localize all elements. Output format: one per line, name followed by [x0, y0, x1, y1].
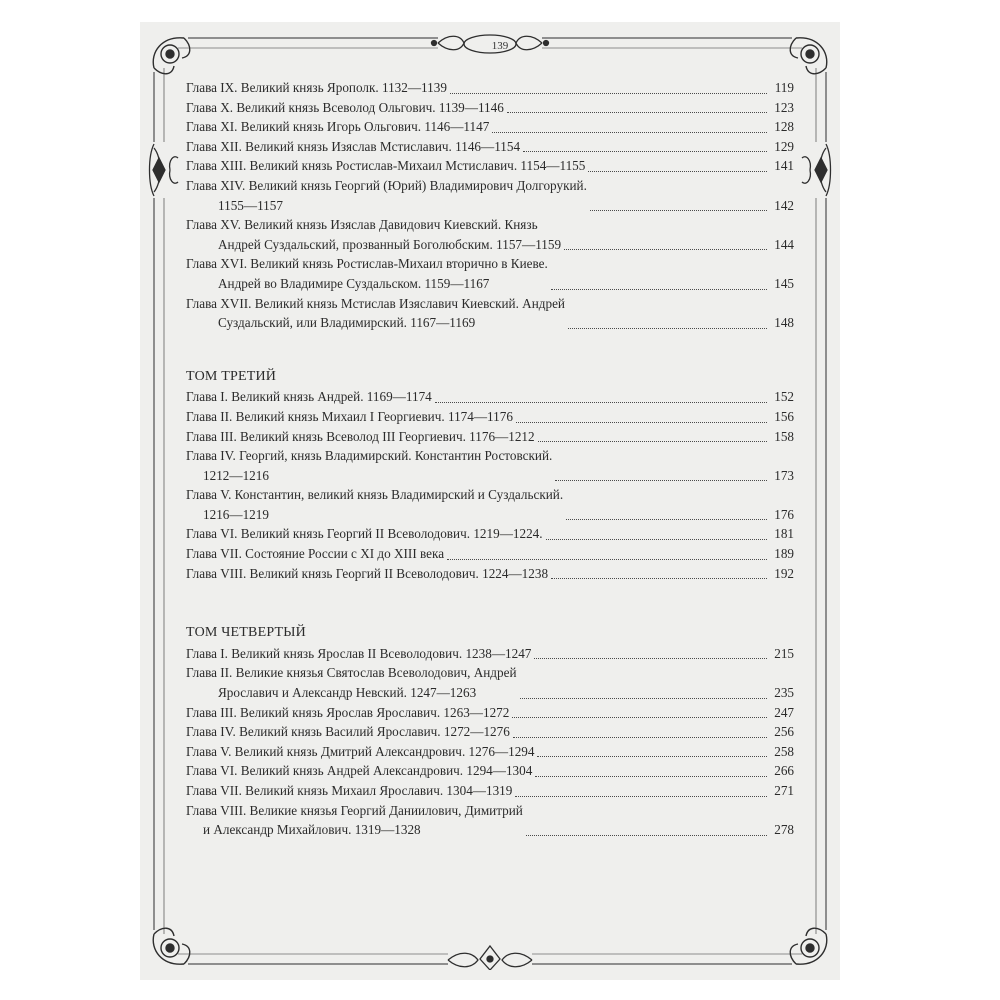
- page-ref: 144: [774, 236, 794, 252]
- toc-section-tom-vtoroy-continued: [186, 78, 794, 333]
- page-ref: 142: [774, 197, 794, 213]
- page-ref: 256: [774, 724, 794, 740]
- page-number: 139: [491, 40, 509, 52]
- page-ref: 148: [774, 315, 794, 331]
- page-ref: 189: [774, 546, 794, 562]
- chapter-title-continued: Андрей Суздальский, прозванный Боголюбским. 1157—1159: [218, 236, 562, 252]
- chapter-title: Глава XI. Великий князь Игорь Ольгович. 1146—1147: [186, 119, 490, 135]
- toc-entry[interactable]: [186, 294, 794, 333]
- page-ref: 119: [774, 80, 794, 95]
- dot-leader: [507, 111, 767, 113]
- toc-section-tom-tretiy: [186, 367, 794, 584]
- toc-entry[interactable]: [186, 524, 794, 544]
- page-ref: 258: [774, 743, 794, 759]
- chapter-title: Глава V. Великий князь Дмитрий Александрович. 1276—1294: [186, 743, 535, 759]
- dot-leader: [555, 479, 767, 481]
- dot-leader: [535, 775, 767, 777]
- page-ref: 192: [774, 565, 794, 581]
- chapter-title: Глава XVII. Великий князь Мстислав Изяславич Киевский. Андрей: [186, 295, 565, 311]
- page-ref: 158: [774, 428, 794, 444]
- toc-entry[interactable]: [186, 156, 794, 176]
- chapter-title: Глава II. Великие князья Святослав Всеволодович, Андрей: [186, 665, 517, 681]
- page-ref: 156: [774, 408, 794, 424]
- dot-leader: [546, 538, 767, 540]
- chapter-title-continued: 1212—1216: [203, 467, 269, 483]
- toc-entry[interactable]: [186, 644, 794, 664]
- chapter-title: Глава II. Великий князь Михаил I Георгиевич. 1174—1176: [186, 408, 513, 424]
- dot-leader: [515, 795, 767, 797]
- toc-entry[interactable]: [186, 801, 794, 840]
- toc-entry[interactable]: [186, 215, 794, 254]
- toc-entry[interactable]: [186, 722, 794, 742]
- page-ref: 145: [774, 275, 794, 291]
- toc-section-tom-chetvertyy: [186, 623, 794, 840]
- page-ref: 152: [774, 389, 794, 405]
- toc-entry[interactable]: [186, 703, 794, 723]
- toc-entry[interactable]: [186, 137, 794, 157]
- toc-entry[interactable]: [186, 663, 794, 702]
- dot-leader: [492, 131, 767, 133]
- toc-entry[interactable]: [186, 407, 794, 427]
- page-ref: 129: [774, 138, 794, 154]
- dot-leader: [590, 209, 767, 211]
- volume-title: ТОМ ТРЕТИЙ: [186, 368, 277, 384]
- dot-leader: [435, 401, 767, 403]
- chapter-title: Глава XIV. Великий князь Георгий (Юрий) Владимирович Долгорукий.: [186, 177, 587, 193]
- chapter-title: Глава XV. Великий князь Изяслав Давидович Киевский. Князь: [186, 217, 538, 233]
- dot-leader: [447, 558, 767, 560]
- toc-entry[interactable]: [186, 78, 794, 98]
- dot-leader: [513, 736, 767, 738]
- dot-leader: [516, 421, 767, 423]
- toc-entry[interactable]: [186, 254, 794, 293]
- dot-leader: [537, 755, 767, 757]
- chapter-title-continued: 1216—1219: [203, 506, 269, 522]
- chapter-title: Глава X. Великий князь Всеволод Ольгович. 1139—1146: [186, 99, 504, 115]
- chapter-title: Глава IV. Георгий, князь Владимирский. Константин Ростовский.: [186, 448, 553, 464]
- chapter-title: Глава VIII. Великие князья Георгий Даниилович, Димитрий: [186, 802, 523, 818]
- chapter-title-continued: и Александр Михайлович. 1319—1328: [203, 822, 421, 838]
- dot-leader: [551, 288, 767, 290]
- chapter-title: Глава XIII. Великий князь Ростислав-Михаил Мстиславич. 1154—1155: [186, 158, 586, 174]
- page-ref: 123: [774, 99, 794, 115]
- toc-entry[interactable]: [186, 742, 794, 762]
- page-ref: 176: [774, 506, 794, 522]
- page-ref: 247: [774, 704, 794, 720]
- dot-leader: [534, 657, 767, 659]
- page-ref: 141: [774, 158, 794, 174]
- chapter-title: Глава IX. Великий князь Ярополк. 1132—1139: [186, 80, 447, 95]
- toc-entry[interactable]: [186, 387, 794, 407]
- toc-entry[interactable]: [186, 544, 794, 564]
- toc-entry[interactable]: [186, 427, 794, 447]
- table-of-contents: [186, 78, 794, 840]
- dot-leader: [526, 834, 767, 836]
- toc-entry[interactable]: [186, 564, 794, 584]
- volume-title: ТОМ ЧЕТВЕРТЫЙ: [186, 625, 306, 641]
- page-ref: 128: [774, 119, 794, 135]
- chapter-title: Глава I. Великий князь Ярослав II Всеволодович. 1238—1247: [186, 645, 532, 661]
- chapter-title: Глава VII. Великий князь Михаил Ярославич. 1304—1319: [186, 783, 513, 798]
- chapter-title-continued: Ярославич и Александр Невский. 1247—1263: [218, 685, 477, 701]
- chapter-title: Глава XVI. Великий князь Ростислав-Михаил вторично в Киеве.: [186, 256, 548, 272]
- page-ref: 235: [774, 685, 794, 701]
- toc-entry[interactable]: [186, 761, 794, 781]
- page-ref: 278: [774, 822, 794, 838]
- dot-leader: [538, 440, 767, 442]
- toc-entry[interactable]: [186, 176, 794, 215]
- dot-leader: [520, 697, 767, 699]
- chapter-title-continued: 1155—1157: [218, 197, 283, 213]
- dot-leader: [566, 518, 767, 520]
- dot-leader: [568, 327, 767, 329]
- dot-leader: [450, 92, 767, 94]
- page-ref: 173: [774, 467, 794, 483]
- dot-leader: [588, 170, 767, 172]
- toc-entry[interactable]: [186, 781, 794, 801]
- chapter-title: Глава VI. Великий князь Андрей Александрович. 1294—1304: [186, 763, 533, 779]
- dot-leader: [551, 577, 767, 579]
- chapter-title: Глава I. Великий князь Андрей. 1169—1174: [186, 389, 432, 405]
- chapter-title: Глава V. Константин, великий князь Владимирский и Суздальский.: [186, 487, 564, 503]
- dot-leader: [564, 248, 767, 250]
- dot-leader: [512, 716, 767, 718]
- toc-entry[interactable]: [186, 98, 794, 118]
- chapter-title: Глава IV. Великий князь Василий Ярославич. 1272—1276: [186, 724, 510, 740]
- toc-entry[interactable]: [186, 117, 794, 137]
- page-ref: 266: [774, 763, 794, 779]
- toc-entry[interactable]: [186, 446, 794, 485]
- chapter-title-continued: Суздальский, или Владимирский. 1167—1169: [218, 315, 476, 331]
- page-ref: 181: [774, 526, 794, 542]
- page-ref: 215: [774, 645, 794, 661]
- chapter-title: Глава III. Великий князь Ярослав Ярославич. 1263—1272: [186, 704, 510, 720]
- page-ref: 271: [774, 783, 794, 798]
- toc-entry[interactable]: [186, 485, 794, 524]
- chapter-title: Глава VI. Великий князь Георгий II Всеволодович. 1219—1224.: [186, 526, 543, 542]
- chapter-title: Глава XII. Великий князь Изяслав Мстиславич. 1146—1154: [186, 138, 521, 154]
- chapter-title: Глава VII. Состояние России с XI до XIII века: [186, 546, 445, 562]
- chapter-title-continued: Андрей во Владимире Суздальском. 1159—1167: [218, 275, 490, 291]
- chapter-title: Глава III. Великий князь Всеволод III Георгиевич. 1176—1212: [186, 428, 535, 444]
- dot-leader: [523, 150, 767, 152]
- chapter-title: Глава VIII. Великий князь Георгий II Всеволодович. 1224—1238: [186, 565, 549, 581]
